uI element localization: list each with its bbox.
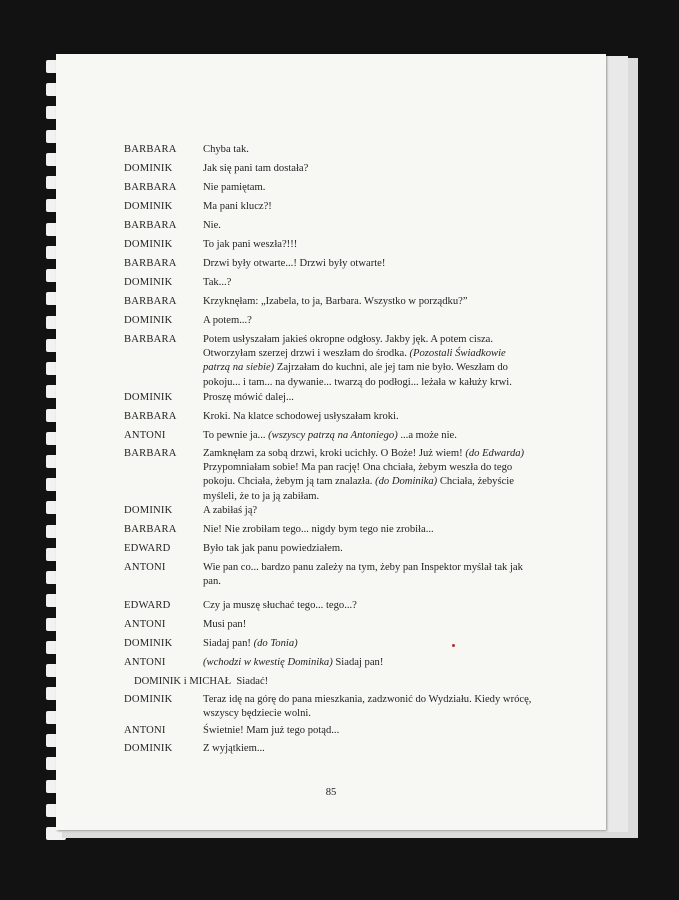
speaker-name: DOMINIK xyxy=(124,505,173,516)
stage-direction: (do Dominika) xyxy=(375,476,438,488)
speaker-name: ANTONI xyxy=(124,725,166,736)
speech-text xyxy=(203,276,533,290)
speech-segment: Przypomniałam sobie! Ma pan rację! Ona chciała, żebym weszła do tego pokoju. Chciała, żebym ją tam znalazła. xyxy=(203,462,513,488)
speech-segment: Potem usłyszałam jakieś okropne odgłosy. Jakby jęk. A potem cisza. Otworzyłam szerzej drzwi i weszłam do środka. xyxy=(203,334,494,360)
ink-speck xyxy=(452,644,455,647)
page-number: 85 xyxy=(325,787,337,798)
speech-segment: Świetnie! Mam już tego potąd... xyxy=(203,725,340,736)
speaker-name: DOMINIK i MICHAŁ xyxy=(134,676,232,687)
speech-text xyxy=(203,656,533,670)
speech-segment: Siadaj pan! xyxy=(332,657,384,668)
speaker-name: DOMINIK xyxy=(124,743,173,754)
speech-text xyxy=(203,181,533,195)
speaker-name: BARBARA xyxy=(124,296,177,307)
speaker-name: ANTONI xyxy=(124,562,166,573)
speech-segment: Chyba tak. xyxy=(203,144,249,155)
speaker-name: EDWARD xyxy=(124,600,171,611)
speech-text xyxy=(203,162,533,176)
speech-text xyxy=(203,257,533,271)
speech-text xyxy=(203,410,533,424)
speech-segment: Nie! Nie zrobiłam tego... nigdy bym tego nie zrobiła... xyxy=(203,524,434,535)
speech-segment: Zamknęłam za sobą drzwi, kroki ucichły. O Boże! Już wiem! xyxy=(203,448,466,459)
speech-text xyxy=(203,429,533,443)
speaker-name: DOMINIK xyxy=(124,392,173,403)
speech-segment: To jak pani weszła?!!! xyxy=(203,239,298,250)
speech-text xyxy=(203,314,533,328)
speech-segment: Jak się pani tam dostała? xyxy=(203,163,309,174)
stage-direction: (do Edwarda) xyxy=(465,448,525,459)
speaker-name: BARBARA xyxy=(124,182,177,193)
speech-text xyxy=(203,637,533,651)
speech-text xyxy=(203,618,533,632)
speech-segment: ...a może nie. xyxy=(397,430,457,441)
speech-segment: Krzyknęłam: „Izabela, to ja, Barbara. Wszystko w porządku?” xyxy=(203,296,468,307)
speaker-name: ANTONI xyxy=(124,619,166,630)
speech-text xyxy=(203,219,533,233)
speech-text xyxy=(203,447,533,504)
speaker-name: BARBARA xyxy=(124,524,177,535)
speaker-name: DOMINIK xyxy=(124,201,173,212)
speech-text xyxy=(203,742,533,756)
speech-segment: Czy ja muszę słuchać tego... tego...? xyxy=(203,600,357,611)
speech-text xyxy=(203,238,533,252)
stage-direction: (Pozostali Świadkowie patrzą na siebie) xyxy=(203,348,506,374)
speech-text xyxy=(203,561,533,589)
speaker-name: DOMINIK xyxy=(124,239,173,250)
stage-direction: (do Tonia) xyxy=(253,638,298,649)
speech-segment: Musi pan! xyxy=(203,619,247,630)
speaker-name: DOMINIK xyxy=(124,694,173,705)
speech-text xyxy=(203,295,533,309)
speech-text xyxy=(203,693,533,721)
speech-text xyxy=(203,143,533,157)
stage-direction: (wszyscy patrzą na Antoniego) xyxy=(268,430,398,441)
speech-segment: A zabiłaś ją? xyxy=(203,505,258,516)
speech-segment: Kroki. Na klatce schodowej usłyszałam kroki. xyxy=(203,411,399,422)
speaker-name: ANTONI xyxy=(124,430,166,441)
speech-segment: To pewnie ja... xyxy=(203,430,269,441)
speech-text: Siadać! xyxy=(236,676,269,687)
speech-segment: Drzwi były otwarte...! Drzwi były otwarte! xyxy=(203,258,386,269)
speech-text xyxy=(203,333,533,390)
speech-text xyxy=(203,200,533,214)
speech-segment: Wie pan co... bardzo panu zależy na tym, żeby pan Inspektor myślał tak jak pan. xyxy=(203,562,523,588)
speaker-name: EDWARD xyxy=(124,543,171,554)
script-page xyxy=(56,54,606,830)
speech-text xyxy=(203,504,533,518)
speaker-name: ANTONI xyxy=(124,657,166,668)
speaker-name: BARBARA xyxy=(124,448,177,459)
speech-segment: Teraz idę na górę do pana mieszkania, zadzwonić do Wydziału. Kiedy wrócę, wszyscy będziecie wolni. xyxy=(203,694,532,720)
speech-text xyxy=(203,391,533,405)
speech-segment: Ma pani klucz?! xyxy=(203,201,272,212)
speaker-name: BARBARA xyxy=(124,258,177,269)
speech-text xyxy=(203,724,533,738)
speaker-name: BARBARA xyxy=(124,144,177,155)
speaker-name: DOMINIK xyxy=(124,638,173,649)
speech-segment: Zajrzałam do kuchni, ale jej tam nie było. Weszłam do pokoju... i tam... na dywanie... twarzą do podłogi... leżała w kałuży krwi. xyxy=(203,362,512,388)
speech-text xyxy=(203,523,533,537)
speech-segment: Było tak jak panu powiedziałem. xyxy=(203,543,343,554)
speaker-name: BARBARA xyxy=(124,220,177,231)
speaker-name: BARBARA xyxy=(124,334,177,345)
speaker-name: DOMINIK xyxy=(124,277,173,288)
speech-segment: Nie. xyxy=(203,220,221,231)
speaker-name: BARBARA xyxy=(124,411,177,422)
speech-segment: Tak...? xyxy=(203,277,232,288)
speech-segment: Z wyjątkiem... xyxy=(203,743,265,754)
speech-text xyxy=(203,542,533,556)
speech-segment: Siadaj pan! xyxy=(203,638,254,649)
speaker-name: DOMINIK xyxy=(124,163,173,174)
speaker-with-line xyxy=(134,675,268,689)
speech-segment: Chciała, żebyście myśleli, że to ja ją zabiłam. xyxy=(203,476,514,502)
speech-segment: Proszę mówić dalej... xyxy=(203,392,294,403)
speech-segment: Nie pamiętam. xyxy=(203,182,266,193)
stage-direction: (wchodzi w kwestię Dominika) xyxy=(203,657,333,668)
speech-segment: A potem...? xyxy=(203,315,252,326)
speech-text xyxy=(203,599,533,613)
speaker-name: DOMINIK xyxy=(124,315,173,326)
